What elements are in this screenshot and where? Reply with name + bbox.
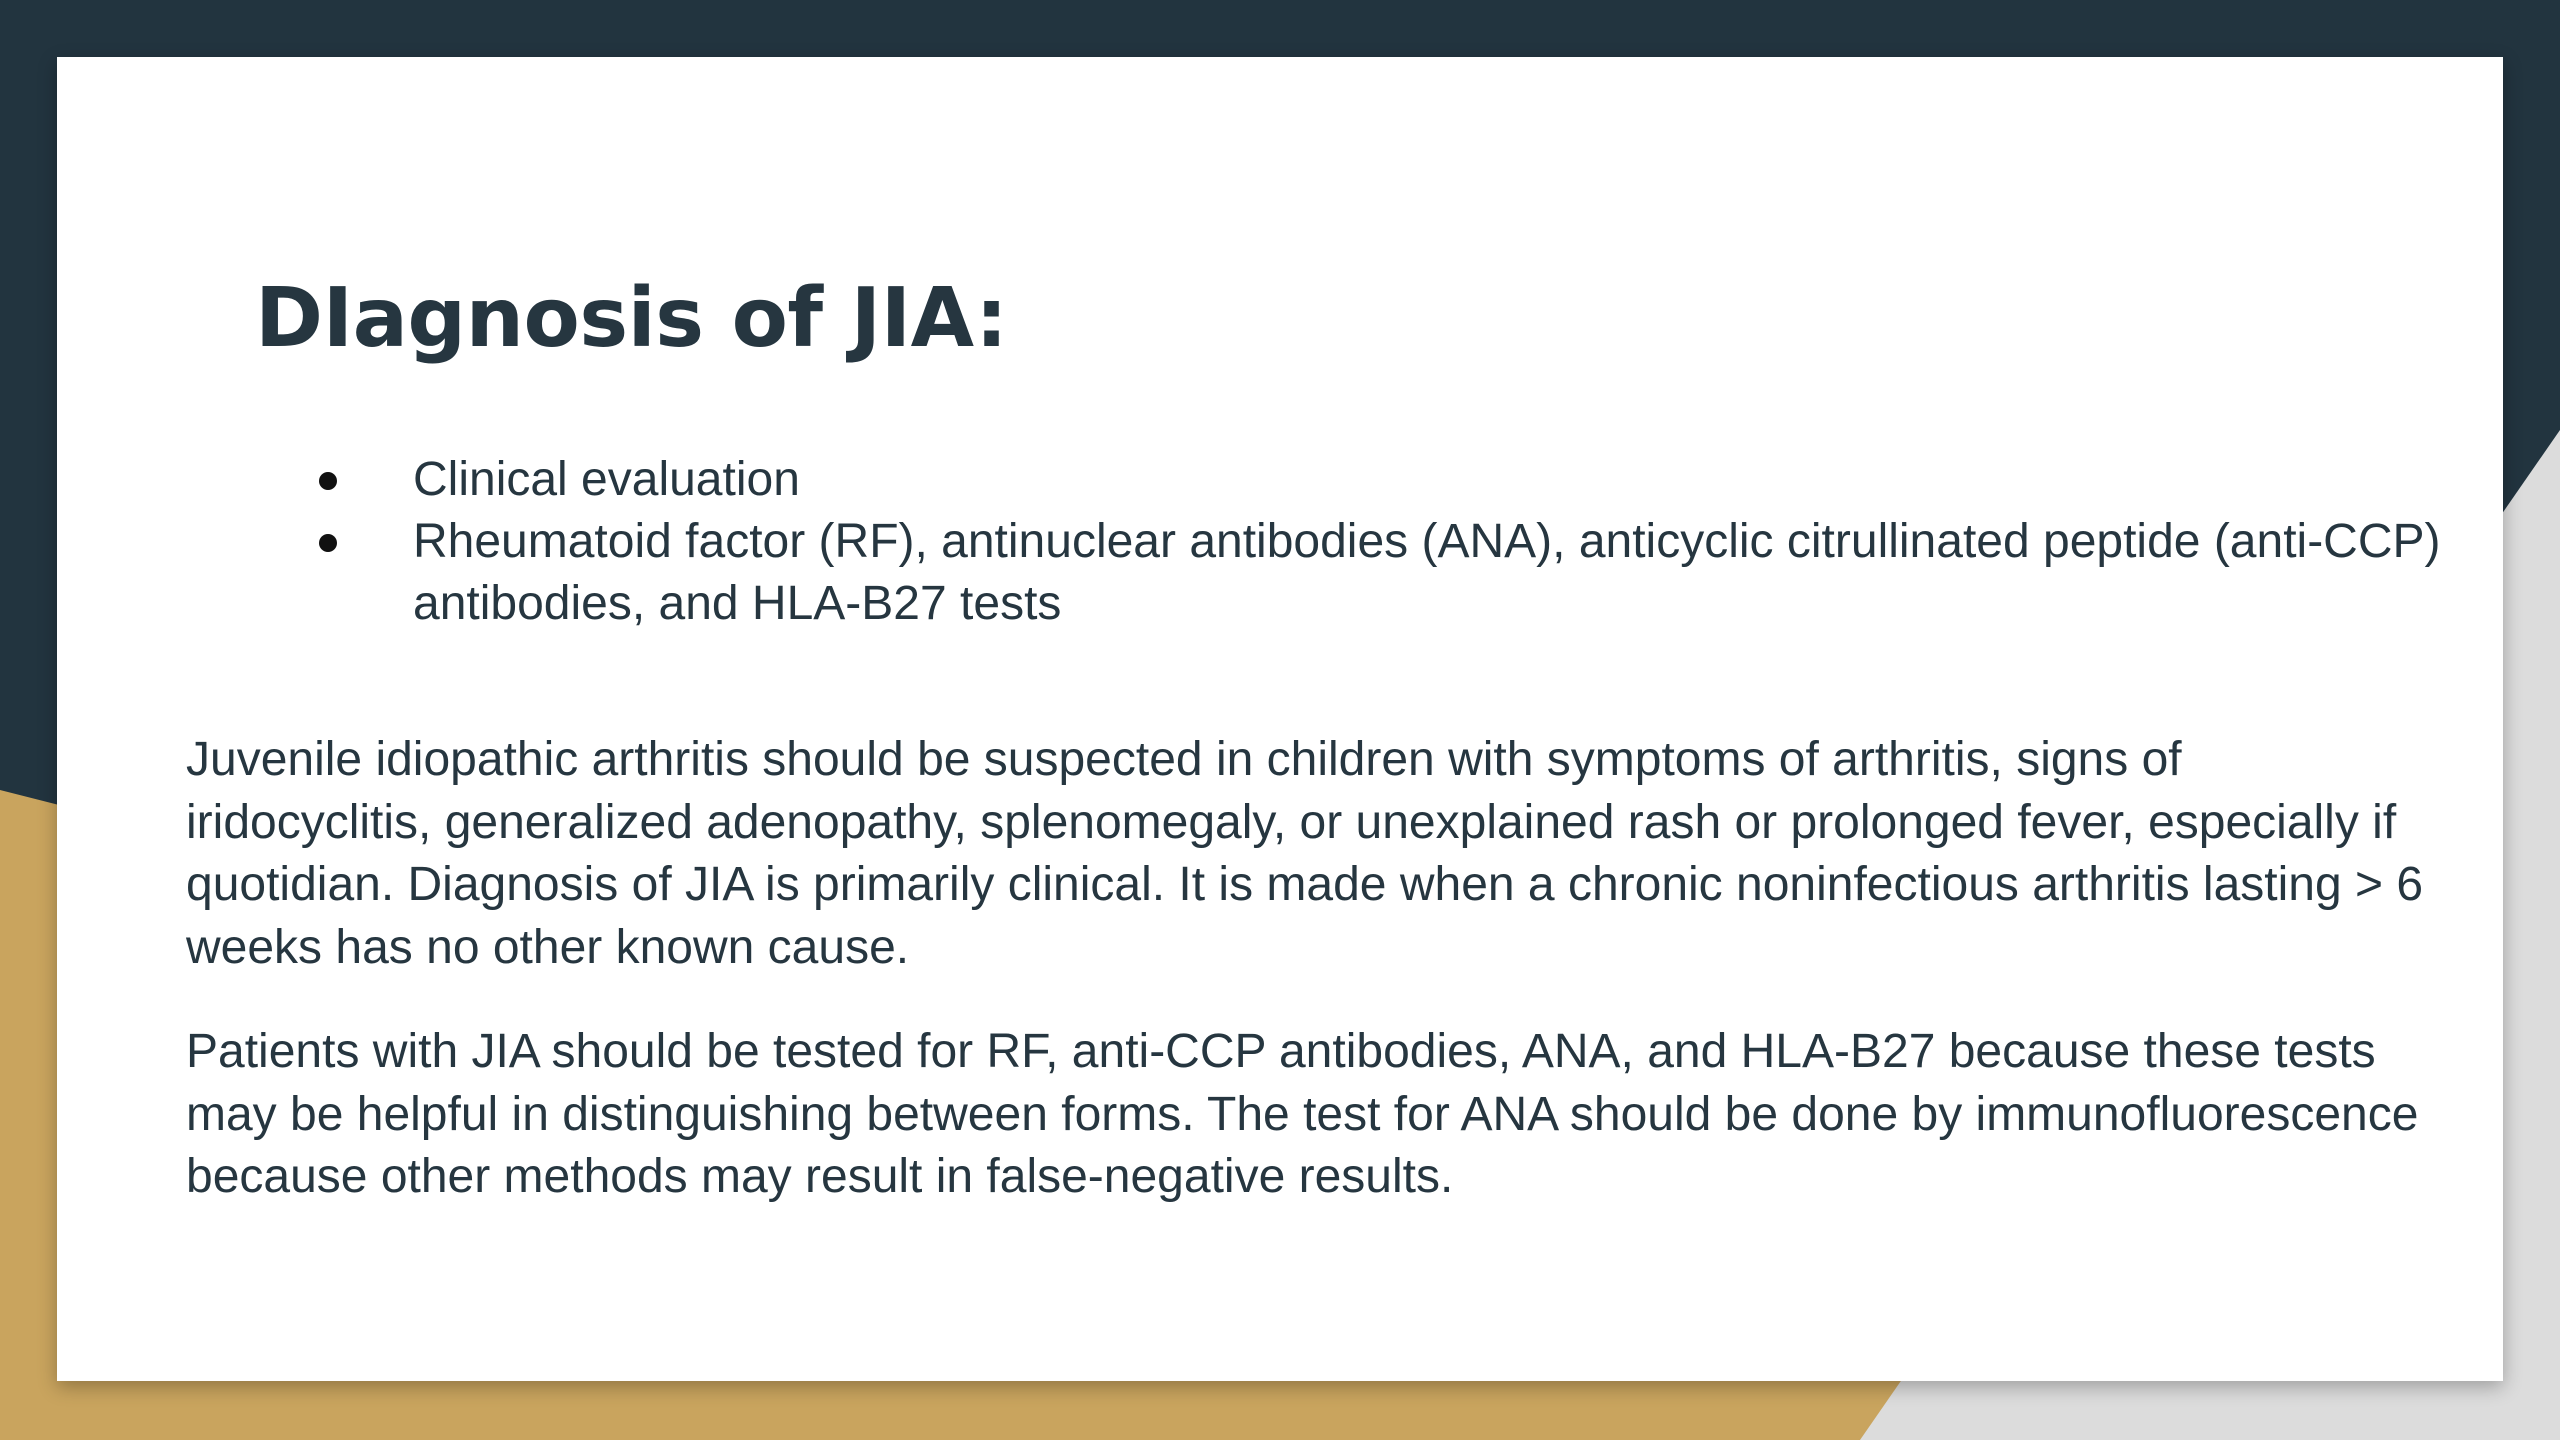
body-text bbox=[186, 729, 2436, 1251]
bullet-text: Clinical evaluation bbox=[413, 453, 800, 506]
paragraph: Patients with JIA should be tested for RF, anti-CCP antibodies, ANA, and HLA-B27 because these tests may be helpful in distinguishing between forms. The test for ANA should be done by immunofluorescence because other methods may result in false-negative results. bbox=[186, 1025, 2419, 1203]
bullet-item bbox=[413, 511, 2453, 635]
slide-canvas bbox=[57, 57, 2503, 1381]
slide-title: DIagnosis of JIA: bbox=[255, 271, 1008, 366]
bullet-item bbox=[413, 449, 2453, 511]
paragraph: Juvenile idiopathic arthritis should be suspected in children with symptoms of arthritis, signs of iridocyclitis, generalized adenopathy, splenomegaly, or unexplained rash or prolonged fever, especially if quotidian. Diagnosis of JIA is primarily clinical. It is made when a chronic noninfectious arthritis lasting > 6 weeks has no other known cause. bbox=[186, 733, 2424, 974]
bullet-dot-icon bbox=[319, 472, 337, 490]
bullet-text: Rheumatoid factor (RF), antinuclear antibodies (ANA), anticyclic citrullinated peptide (anti-CCP) antibodies, and HLA-B27 tests bbox=[413, 515, 2441, 630]
bullet-list bbox=[413, 449, 2453, 635]
bullet-dot-icon bbox=[319, 534, 337, 552]
